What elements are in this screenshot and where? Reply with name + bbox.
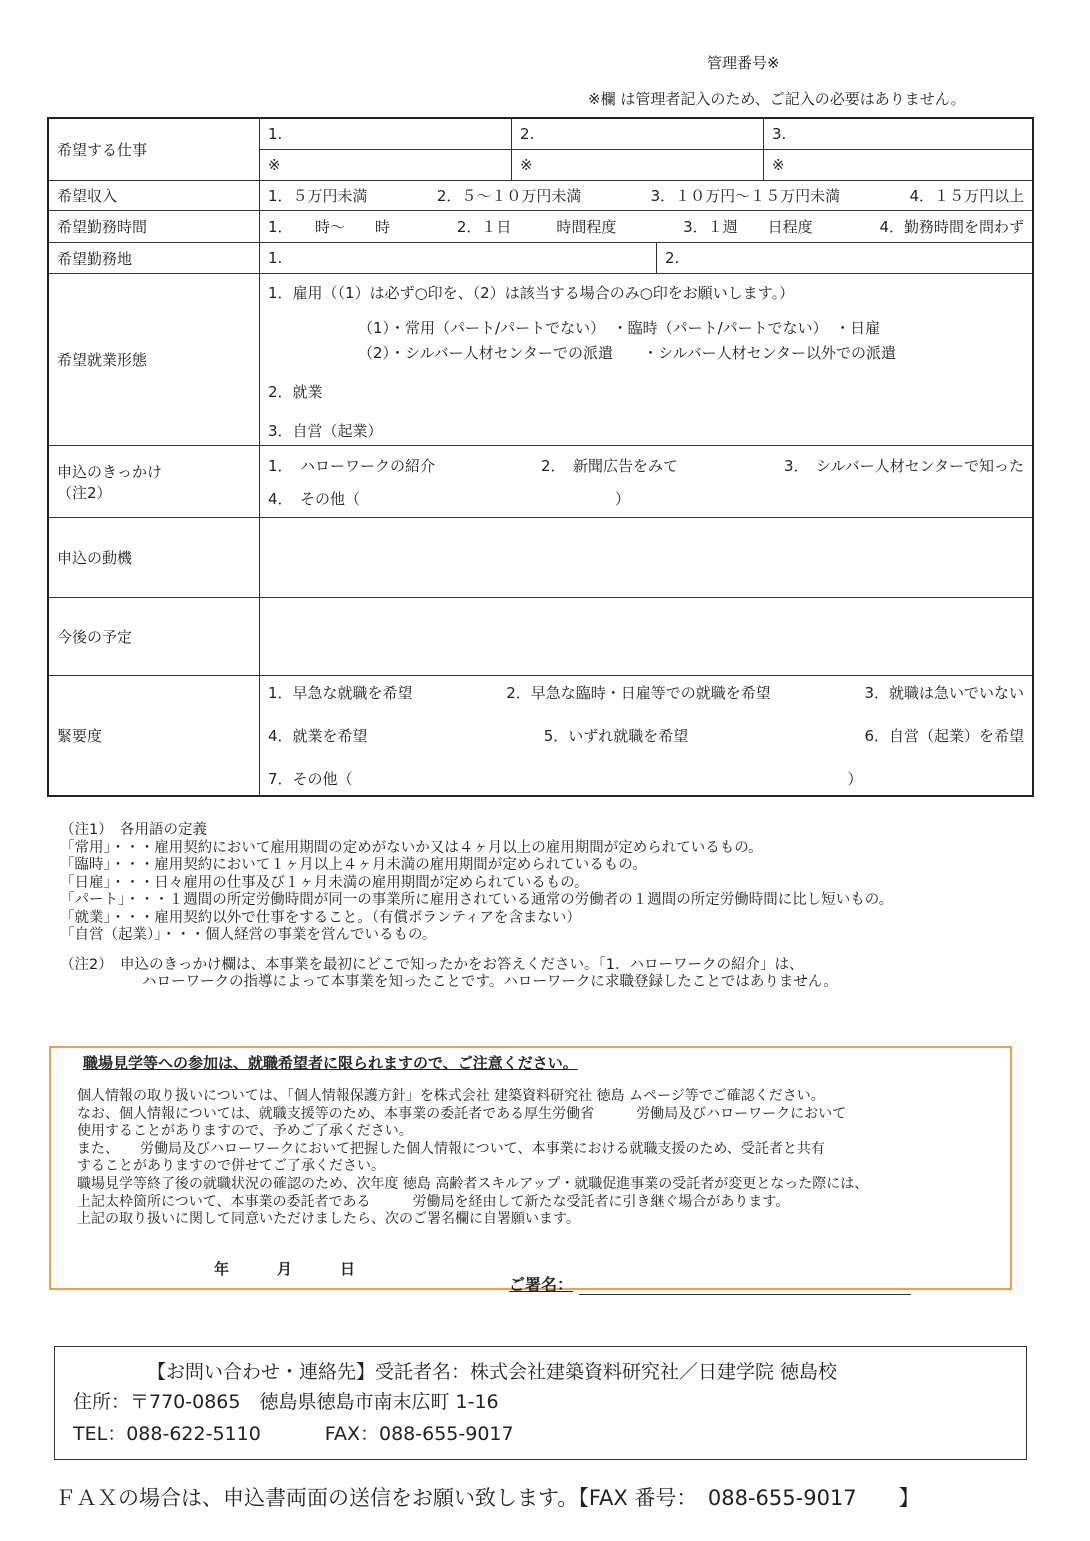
urgency-label: 緊要度 <box>48 676 260 796</box>
job-1-admin: ※ <box>260 150 512 181</box>
urgency-option-6[interactable]: 6．自営（起業）を希望 <box>864 726 1024 745</box>
job-3-admin: ※ <box>764 150 1034 181</box>
location-1-field[interactable]: 1. <box>260 243 657 273</box>
privacy-line: 個人情報の取り扱いについては、「個人情報保護方針」を株式会社 建築資料研究社 徳島 ムページ等でご確認ください。 <box>77 1088 825 1104</box>
hours-option-2[interactable]: 2．１日 時間程度 <box>456 218 617 236</box>
urgency-options <box>260 676 1034 796</box>
note1-line: 「パート」・・・１週間の所定労働時間が同一の事業所に雇用されている通常の労働者の１週間の所定労働時間に比し短いもの。 <box>60 892 894 908</box>
application-table <box>47 117 1034 797</box>
trigger-option-2[interactable]: 2． 新聞広告をみて <box>540 456 679 475</box>
privacy-box <box>49 1046 1012 1294</box>
hours-row <box>48 211 1033 243</box>
job-3-field[interactable]: 3. <box>764 118 1034 150</box>
motive-field[interactable] <box>260 518 1034 598</box>
work-form-self-employed[interactable]: 3．自営（起業） <box>268 422 383 440</box>
location-fields <box>260 243 1034 274</box>
contact-address: 住所：〒770-0865 徳島県徳島市南末広町 1-16 <box>73 1391 499 1413</box>
note2-line-1: （注2） 申込のきっかけ欄は、本事業を最初にどこで知ったかをお答えください。「1．ハローワークの紹介」は、 <box>60 956 804 973</box>
contact-tel: TEL：088-622-5110 <box>73 1423 261 1445</box>
notes-section <box>60 822 893 992</box>
trigger-option-other[interactable]: 4． その他（ ） <box>268 489 631 508</box>
contact-phones <box>73 1419 514 1446</box>
trigger-option-1[interactable]: 1． ハローワークの紹介 <box>268 456 436 475</box>
note1-line: 「臨時」・・・雇用契約において１ヶ月以上４ヶ月未満の雇用期間が定められているもの。 <box>60 857 647 873</box>
income-label: 希望収入 <box>48 181 260 211</box>
note1-line: 「自営（起業）」・・・個人経営の事業を営んでいるもの。 <box>60 927 437 943</box>
income-option-4[interactable]: 4．１５万円以上 <box>909 187 1024 205</box>
hours-option-1[interactable]: 1． 時〜 時 <box>268 218 391 236</box>
note1-line: 「日雇」・・・日々雇用の仕事及び１ヶ月未満の雇用期間が定められているもの。 <box>60 874 589 891</box>
signature-label: ご署名： <box>509 1275 574 1294</box>
work-form-sub-2[interactable]: （2）・シルバー人材センターでの派遣 ・シルバー人材センター以外での派遣 <box>358 344 896 362</box>
urgency-option-3[interactable]: 3．就職は急いでいない <box>864 683 1024 702</box>
job-label: 希望する仕事 <box>48 118 260 181</box>
job-2-admin: ※ <box>512 150 764 181</box>
privacy-heading: 職場見学等への参加は、就職希望者に限られますので、ご注意ください。 <box>83 1054 578 1072</box>
signature-line[interactable] <box>579 1276 911 1295</box>
urgency-option-5[interactable]: 5．いずれ就職を希望 <box>543 726 689 745</box>
work-form-row <box>48 274 1033 446</box>
urgency-option-1[interactable]: 1．早急な就職を希望 <box>268 683 413 702</box>
job-2-field[interactable]: 2. <box>512 118 764 150</box>
income-row <box>48 181 1033 211</box>
work-form-shugyo[interactable]: 2．就業 <box>268 383 323 401</box>
day-label: 日 <box>340 1260 356 1278</box>
privacy-line: することがありますので併せてご了承ください。 <box>77 1158 385 1175</box>
contact-box <box>54 1346 1027 1460</box>
trigger-row <box>48 446 1033 518</box>
income-option-2[interactable]: 2．５〜１０万円未満 <box>436 187 582 205</box>
privacy-line: 上記太枠箇所について、本事業の委託者である 労働局を経由して新たな受託者に引き継ぐ場合があります。 <box>77 1193 790 1210</box>
urgency-option-other[interactable]: 7．その他（ ） <box>268 769 863 788</box>
hours-label: 希望勤務時間 <box>48 211 260 243</box>
location-2-field[interactable]: 2. <box>665 249 680 267</box>
admin-note: ※欄 は管理者記入のため、ご記入の必要はありません。 <box>588 90 966 108</box>
income-options <box>260 181 1034 211</box>
work-form-employment[interactable]: 1．雇用（（1）は必ず○印を、（2）は該当する場合のみ○印をお願いします。） <box>268 284 795 302</box>
job-row-1 <box>48 118 1033 150</box>
trigger-label: 申込のきっかけ （注2） <box>48 446 260 518</box>
fax-instruction: ＦＡＸの場合は、申込書両面の送信をお願い致します。【FAX 番号： 088-655-9017 】 <box>55 1486 920 1510</box>
hours-options <box>260 211 1034 243</box>
note1-title: （注1） 各用語の定義 <box>60 822 207 838</box>
hours-option-4[interactable]: 4．勤務時間を問わず <box>879 218 1024 236</box>
privacy-line: 上記の取り扱いに関して同意いただけましたら、次のご署名欄に自署願います。 <box>77 1211 580 1228</box>
trigger-option-3[interactable]: 3． シルバー人材センターで知った <box>783 456 1024 475</box>
privacy-line: なお、個人情報については、就職支援等のため、本事業の委託者である厚生労働省 労働局及びハローワークにおいて <box>77 1105 847 1122</box>
privacy-line: また、 労働局及びハローワークにおいて把握した個人情報について、本事業における就職支援のため、受託者と共有 <box>77 1140 825 1157</box>
plan-row <box>48 598 1033 676</box>
admin-number-label: 管理番号※ <box>707 54 780 72</box>
job-1-field[interactable]: 1. <box>260 118 512 150</box>
location-label: 希望勤務地 <box>48 243 260 274</box>
motive-row <box>48 518 1033 598</box>
date-field[interactable] <box>214 1258 355 1279</box>
privacy-line: 職場見学等終了後の就職状況の確認のため、次年度 徳島 高齢者スキルアップ・就職促進事業の受託者が変更となった際には、 <box>77 1175 869 1192</box>
work-form-sub-1[interactable]: （1）・常用（パート/パートでない） ・臨時（パート/パートでない） ・日雇 <box>358 319 881 337</box>
income-option-1[interactable]: 1．５万円未満 <box>268 187 368 205</box>
motive-label: 申込の動機 <box>48 518 260 598</box>
privacy-body <box>77 1088 868 1229</box>
hours-option-3[interactable]: 3．１週 日程度 <box>683 218 813 236</box>
income-option-3[interactable]: 3．１０万円〜１５万円未満 <box>650 187 841 205</box>
privacy-line: 使用することがありますので、予めご了承ください。 <box>77 1123 413 1140</box>
note1-line: 「就業」・・・雇用契約以外で仕事をすること。（有償ボランティアを含まない） <box>60 909 581 926</box>
trigger-options <box>260 446 1034 518</box>
month-label: 月 <box>277 1260 293 1278</box>
work-form-options <box>260 274 1034 446</box>
note2-line-2: ハローワークの指導によって本事業を知ったことです。ハローワークに求職登録したことではありません。 <box>142 974 838 990</box>
note1-line: 「常用」・・・雇用契約において雇用期間の定めがないか又は４ヶ月以上の雇用期間が定められているもの。 <box>60 839 763 856</box>
urgency-option-2[interactable]: 2．早急な臨時・日雇等での就職を希望 <box>506 683 771 702</box>
location-row <box>48 243 1033 274</box>
urgency-option-4[interactable]: 4．就業を希望 <box>268 726 368 745</box>
signature-field[interactable] <box>509 1272 911 1295</box>
contact-title: 【お問い合わせ・連絡先】受託者名：株式会社建築資料研究社／日建学院 徳島校 <box>147 1361 838 1383</box>
plan-field[interactable] <box>260 598 1034 676</box>
plan-label: 今後の予定 <box>48 598 260 676</box>
year-label: 年 <box>214 1260 230 1278</box>
urgency-row <box>48 676 1033 796</box>
contact-fax: FAX：088-655-9017 <box>324 1423 514 1445</box>
work-form-label: 希望就業形態 <box>48 274 260 446</box>
